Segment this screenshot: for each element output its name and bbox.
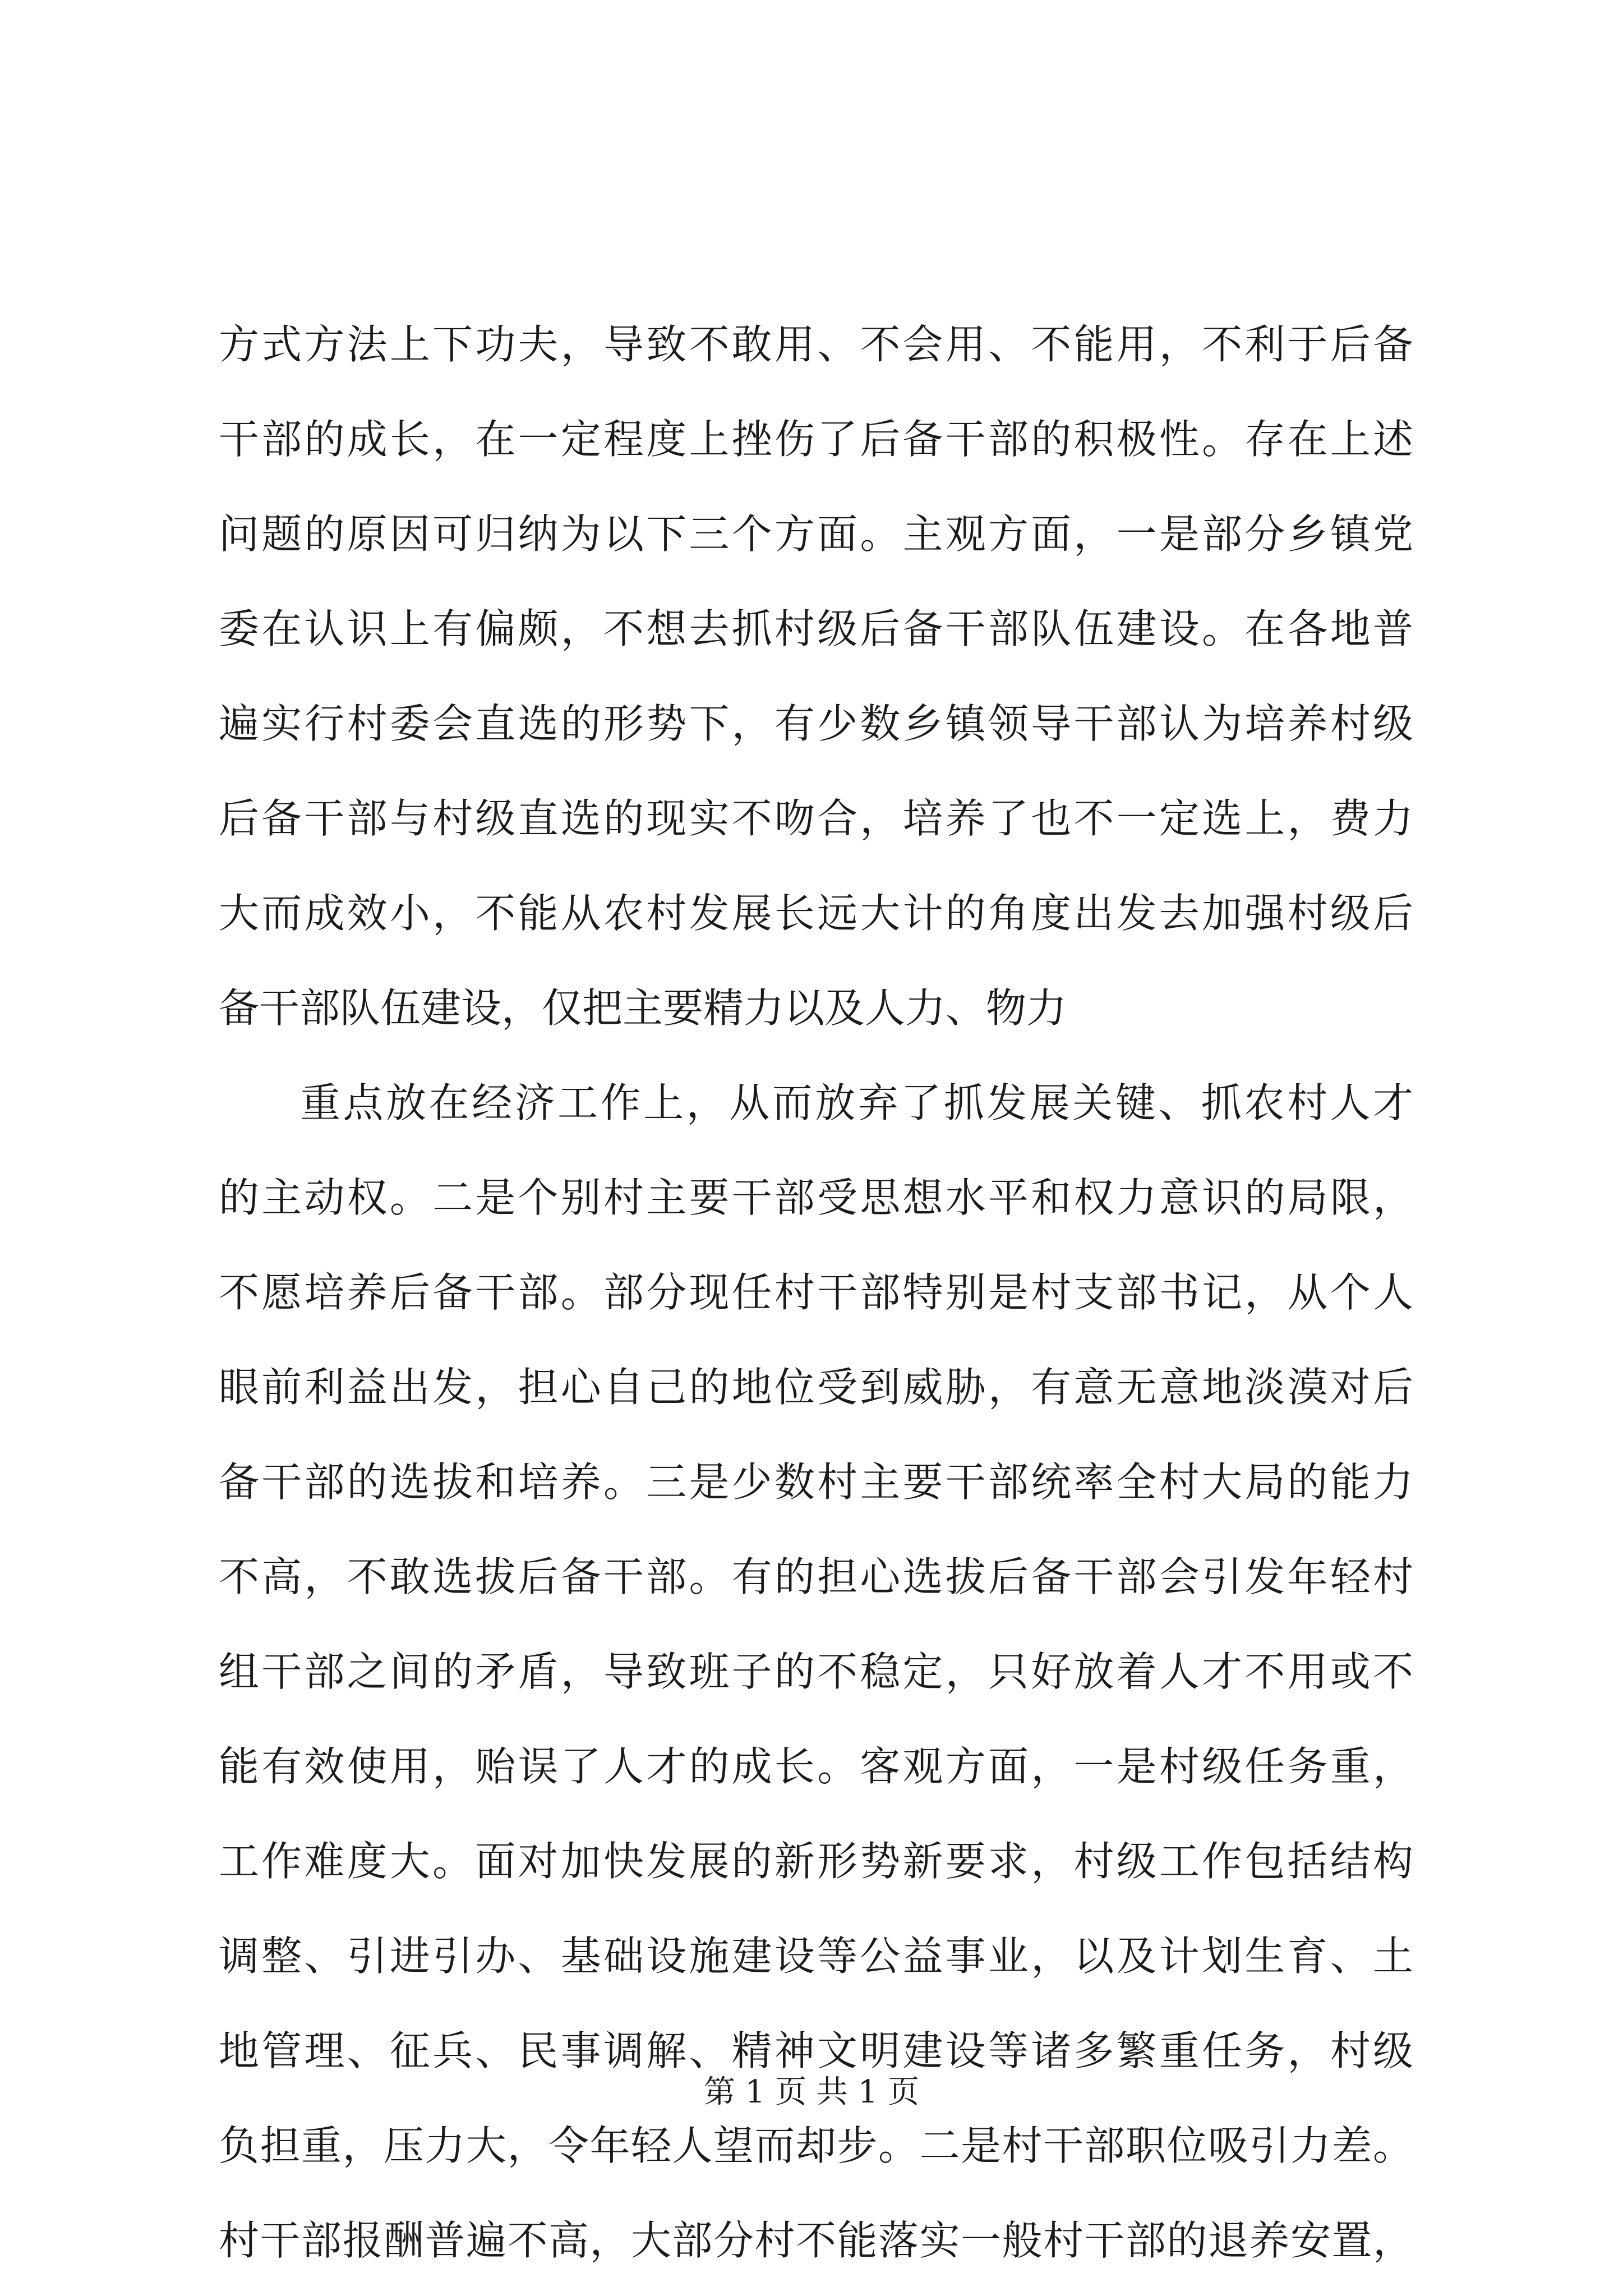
text-line: 工作难度大。面对加快发展的新形势新要求，村级工作包括结构 bbox=[219, 1838, 1413, 1885]
text-line: 能有效使用，贻误了人才的成长。客观方面，一是村级任务重， bbox=[219, 1743, 1413, 1790]
text-line: 的主动权。二是个别村主要干部受思想水平和权力意识的局限， bbox=[219, 1174, 1413, 1221]
paragraph-first-line: 重点放在经济工作上，从而放弃了抓发展关键、抓农村人才 bbox=[300, 1079, 1413, 1126]
page-footer: 第 1 页 共 1 页 bbox=[703, 2074, 920, 2110]
text-line: 备干部的选拔和培养。三是少数村主要干部统率全村大局的能力 bbox=[219, 1458, 1413, 1506]
text-line: 备干部队伍建设，仅把主要精力以及人力、物力 bbox=[219, 984, 1067, 1032]
text-line: 委在认识上有偏颇，不想去抓村级后备干部队伍建设。在各地普 bbox=[219, 605, 1413, 652]
text-line: 组干部之间的矛盾，导致班子的不稳定，只好放着人才不用或不 bbox=[219, 1648, 1413, 1695]
text-line: 遍实行村委会直选的形势下，有少数乡镇领导干部认为培养村级 bbox=[219, 700, 1413, 747]
text-line: 负担重，压力大，令年轻人望而却步。二是村干部职位吸引力差。 bbox=[219, 2122, 1413, 2169]
text-line: 不愿培养后备干部。部分现任村干部特别是村支部书记，从个人 bbox=[219, 1269, 1413, 1316]
text-line: 调整、引进引办、基础设施建设等公益事业，以及计划生育、土 bbox=[219, 1932, 1413, 1980]
body-text bbox=[219, 297, 1413, 2288]
text-line: 眼前利益出发，担心自己的地位受到威胁，有意无意地淡漠对后 bbox=[219, 1364, 1413, 1411]
text-line: 地管理、征兵、民事调解、精神文明建设等诸多繁重任务，村级 bbox=[219, 2027, 1413, 2074]
text-line: 后备干部与村级直选的现实不吻合，培养了也不一定选上，费力 bbox=[219, 795, 1413, 842]
text-line: 不高，不敢选拔后备干部。有的担心选拔后备干部会引发年轻村 bbox=[219, 1553, 1413, 1600]
text-line: 村干部报酬普遍不高，大部分村不能落实一般村干部的退养安置， bbox=[219, 2217, 1413, 2264]
text-line: 大而成效小，不能从农村发展长远大计的角度出发去加强村级后 bbox=[219, 890, 1413, 937]
text-line: 问题的原因可归纳为以下三个方面。主观方面，一是部分乡镇党 bbox=[219, 510, 1413, 558]
text-line: 方式方法上下功夫，导致不敢用、不会用、不能用，不利于后备 bbox=[219, 321, 1413, 368]
text-line: 干部的成长，在一定程度上挫伤了后备干部的积极性。存在上述 bbox=[219, 416, 1413, 463]
